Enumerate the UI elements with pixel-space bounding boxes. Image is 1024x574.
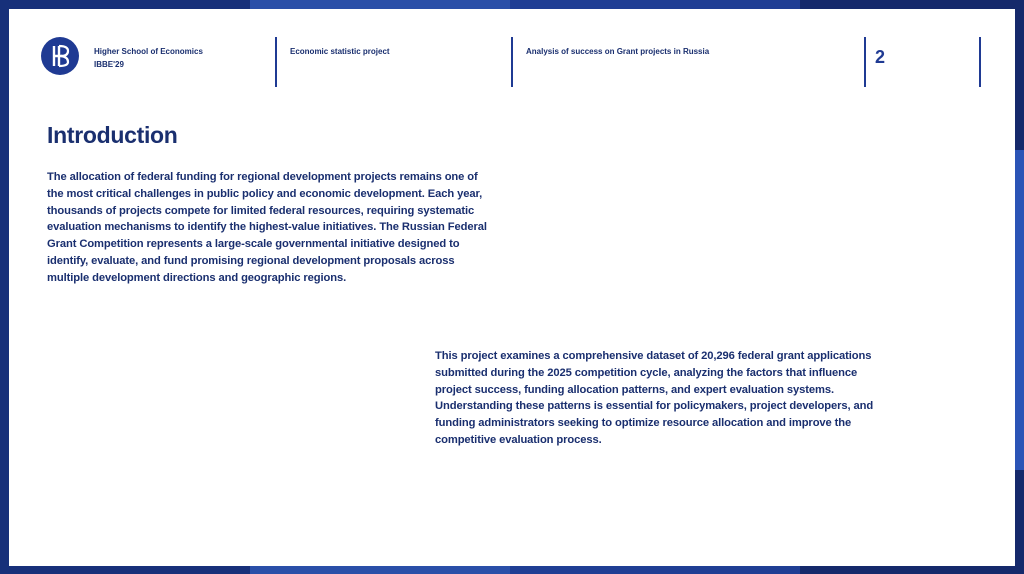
slide-title: Introduction [47,122,178,148]
header-topic: Analysis of success on Grant projects in Russia [526,47,710,56]
header-organization [94,45,264,71]
header-divider [511,37,513,87]
hse-logo-mark-icon [41,37,79,75]
program-code: IBBE'29 [94,60,124,69]
header-project: Economic statistic project [290,47,390,56]
hse-logo [41,37,79,75]
intro-paragraph: The allocation of federal funding for regional development projects remains one of the most critical challenges in public policy and economic development. Each year, thousands of projects compete for limited federal resources, requiring systematic evaluation mechanisms to identify the highest-value initiatives. The Russian Federal Grant Competition represents a large-scale governmental initiative designed to identify, evaluate, and fund promising regional development proposals across multiple development directions and geographic regions. [47,171,487,284]
project-paragraph: This project examines a comprehensive dataset of 20,296 federal grant applications submitted during the 2025 competition cycle, analyzing the factors that influence project success, funding allocation patterns, and expert evaluation systems. Understanding these patterns is essential for policymakers, project developers, and funding administrators seeking to optimize resource allocation and improve the competitive evaluation process. [435,350,874,446]
page-number: 2 [875,47,886,67]
header-divider [275,37,277,87]
header-divider [864,37,866,87]
header-divider [979,37,981,87]
slide [9,9,1015,566]
organization-name: Higher School of Economics [94,47,203,56]
